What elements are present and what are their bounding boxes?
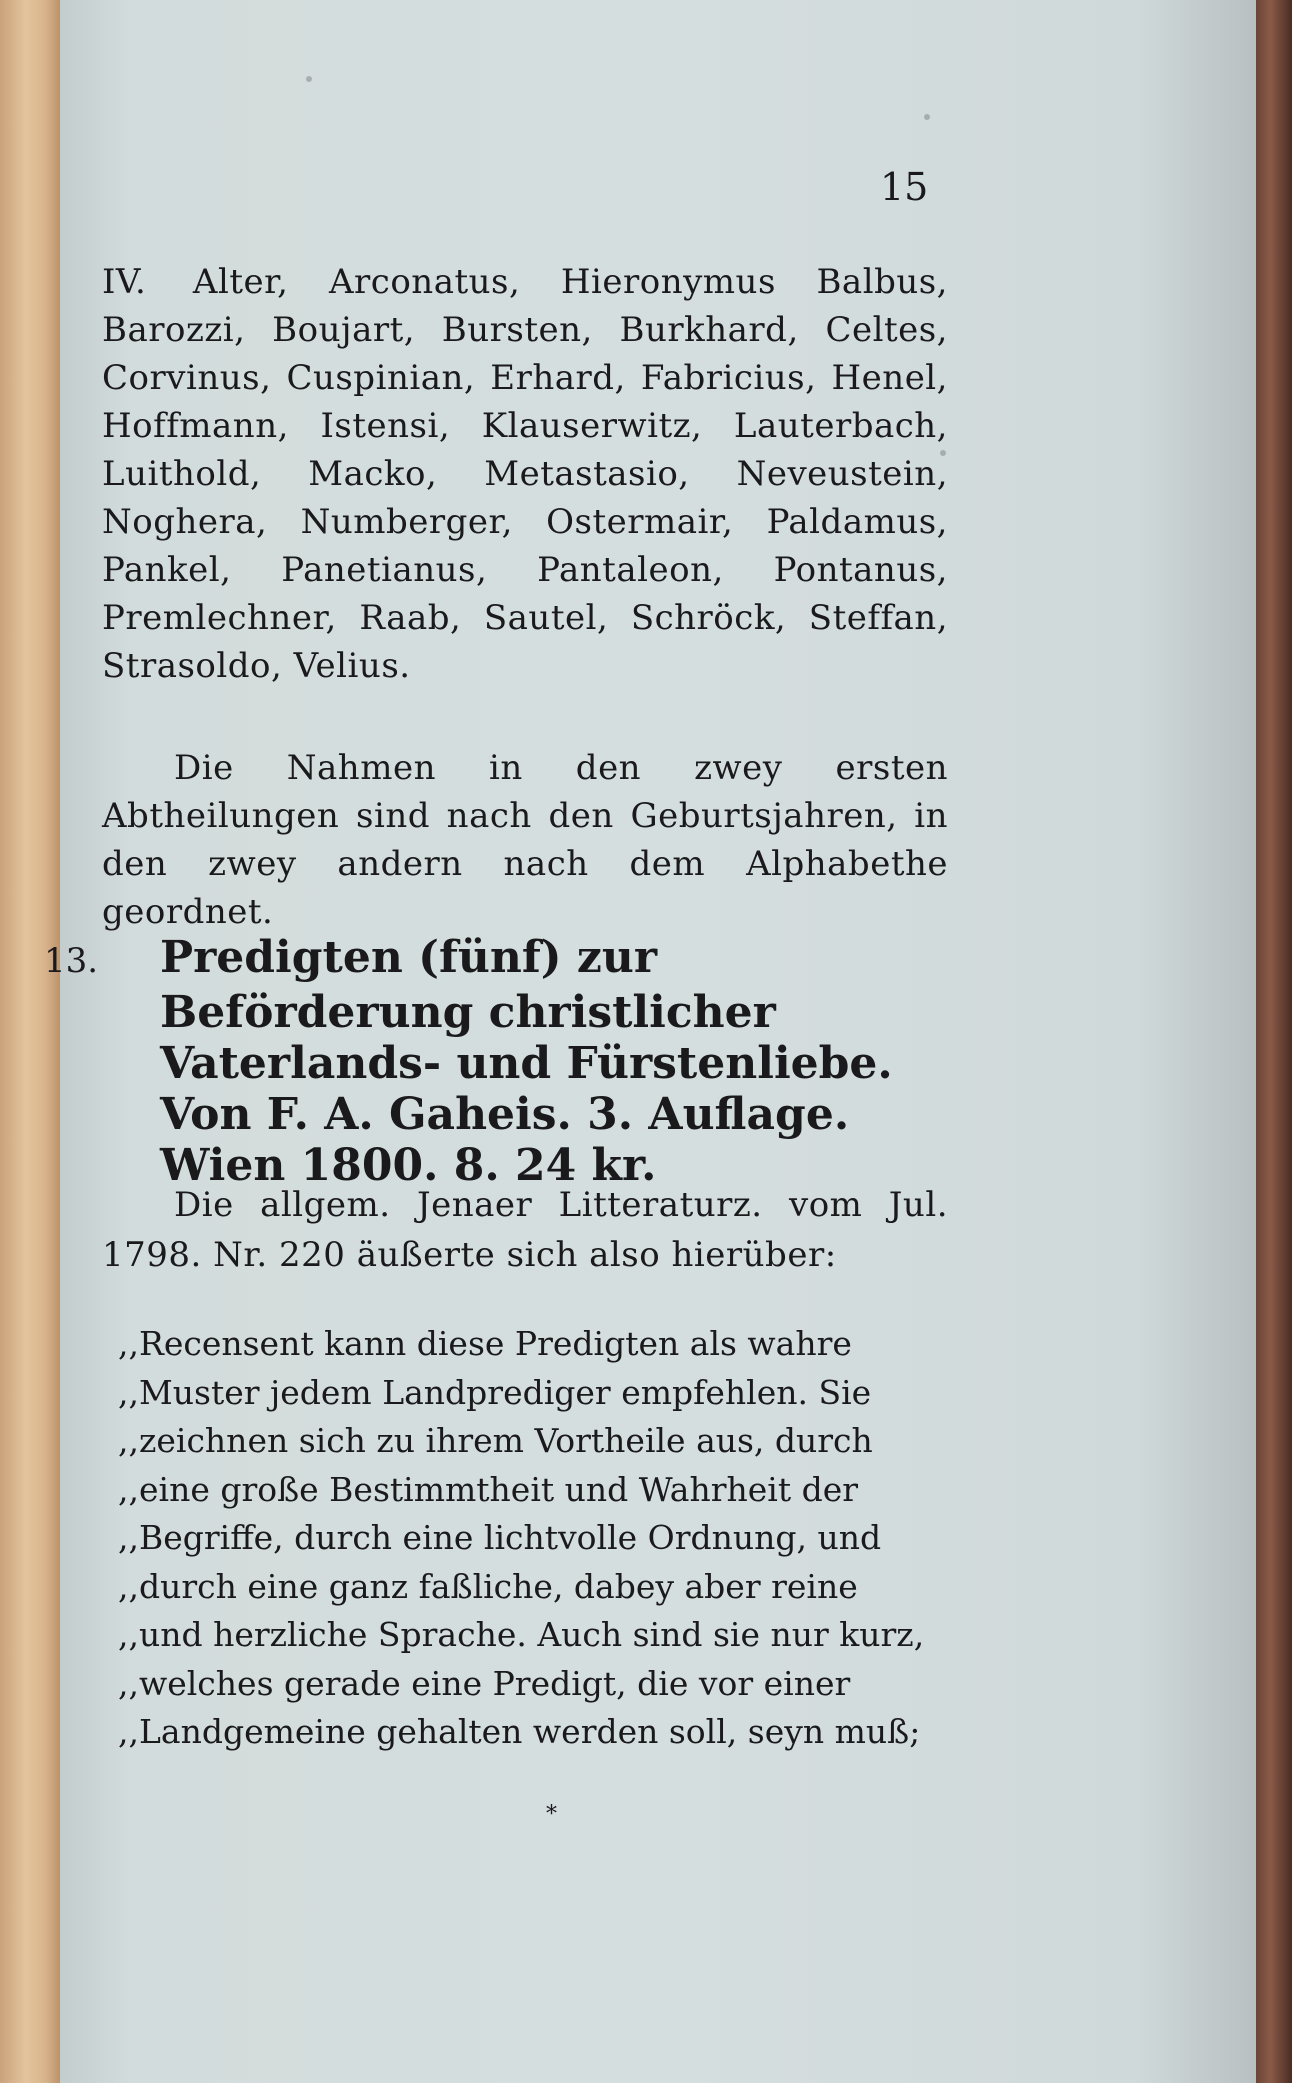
bibliography-entry: [44, 932, 948, 1191]
quote-line: ,,und herzliche Sprache. Auch sind sie nur kurz,: [118, 1615, 925, 1654]
entry-title: Predigten (fünf) zur Beförderung christlicher Vaterlands- und Fürstenliebe. Von F. A. Gaheis. 3. Auflage. Wien 1800. 8. 24 kr.: [160, 932, 893, 1191]
section-numeral: IV.: [102, 262, 147, 302]
signature-mark: *: [546, 1802, 557, 1827]
quote-line: ,,eine große Bestimmtheit und Wahrheit der: [118, 1469, 859, 1509]
paper-speck: [306, 76, 312, 82]
quote-line: ,,welches gerade eine Predigt, die vor einer: [118, 1663, 851, 1703]
ordering-note: Die Nahmen in den zwey ersten Abtheilungen sind nach den Geburtsjahren, in den zwey andern nach dem Alphabethe geordnet.: [102, 748, 948, 932]
quote-line: ,,Muster jedem Landprediger empfehlen. Sie: [118, 1372, 872, 1412]
quote-line: ,,Begriffe, durch eine lichtvolle Ordnung, und: [118, 1518, 882, 1557]
page-number: 15: [880, 165, 929, 209]
names-paragraph: [102, 258, 948, 690]
book-binding-left: [0, 0, 64, 2083]
review-intro: Die allgem. Jenaer Litteraturz. vom Jul. 1798. Nr. 220 äußerte sich also hierüber:: [102, 1185, 948, 1275]
quote-line: ,,Recensent kann diese Predigten als wahre: [118, 1324, 852, 1363]
review-quote: [118, 1320, 950, 1757]
quote-line: ,,durch eine ganz faßliche, dabey aber reine: [118, 1566, 858, 1606]
names-list: Alter, Arconatus, Hieronymus Balbus, Barozzi, Boujart, Bursten, Burkhard, Celtes, Corvinus, Cuspinian, Erhard, Fabricius, Henel, Hoffmann, Istensi, Klauserwitz, Lauterbach, Luithold, Macko, Metastasio, Neveustein, Noghera, Numberger, Ostermair, Paldamus, Pankel, Panetianus, Pantaleon, Pontanus, Premlechner, Raab, Sautel, Schröck, Steffan, Strasoldo, Velius.: [102, 262, 948, 686]
quote-line: ,,Landgemeine gehalten werden soll, seyn muß;: [118, 1712, 921, 1751]
book-binding-right: [1256, 0, 1292, 2083]
quote-line: ,,zeichnen sich zu ihrem Vortheile aus, durch: [118, 1421, 873, 1460]
paper-speck: [924, 114, 930, 120]
entry-number: 13.: [44, 941, 99, 981]
